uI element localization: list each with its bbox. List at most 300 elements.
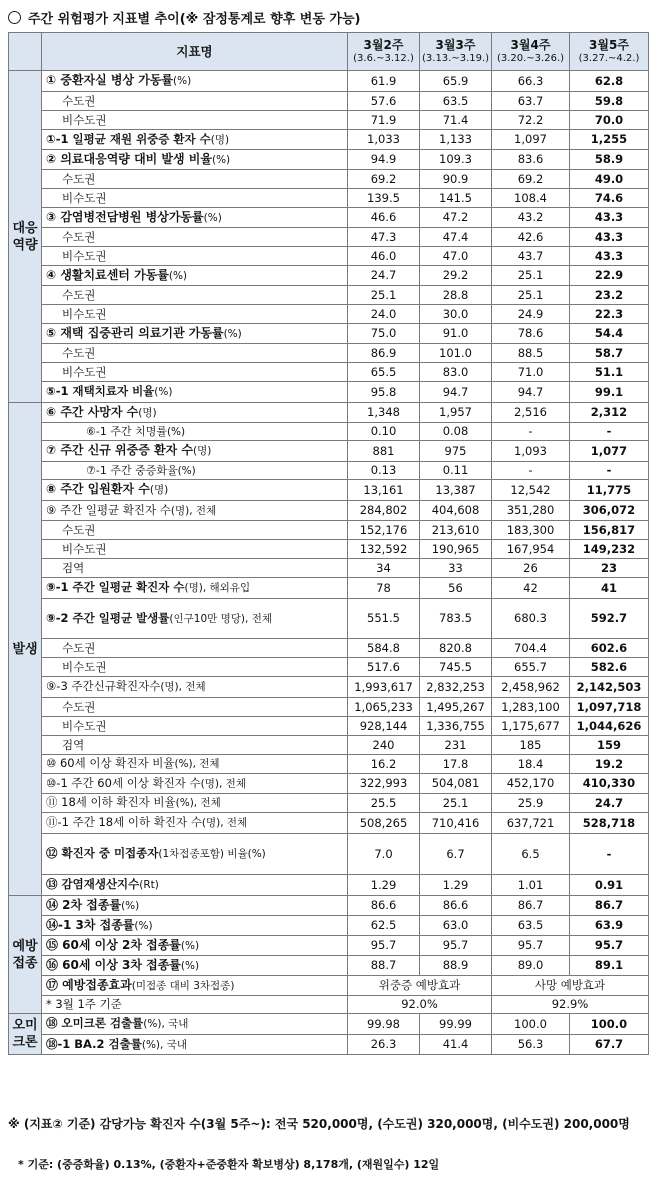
indicator-label: ⑨-3 주간신규확진자수 — [46, 679, 161, 693]
value-cell-week-4: 49.0 — [570, 170, 649, 189]
table-row — [9, 639, 649, 658]
value-cell-week-4: 149,232 — [570, 540, 649, 559]
table-row — [9, 774, 649, 794]
value-cell-week-1: 0.10 — [348, 423, 420, 441]
value-cell-week-2: 1,336,755 — [420, 717, 492, 736]
value-cell-week-3: 66.3 — [492, 71, 570, 92]
indicator-label: ⑪ 18세 이하 확진자 비율 — [46, 795, 176, 809]
value-cell-week-3: 2,458,962 — [492, 677, 570, 698]
table-row — [9, 130, 649, 150]
value-cell-week-2: 13,387 — [420, 480, 492, 501]
value-cell-week-2: 41.4 — [420, 1035, 492, 1055]
table-row — [9, 736, 649, 755]
value-cell-week-2: 90.9 — [420, 170, 492, 189]
value-cell-week-3: 2,516 — [492, 403, 570, 423]
indicator-name — [42, 150, 348, 170]
value-cell-week-4: 43.3 — [570, 247, 649, 266]
indicator-unit: (명) — [210, 133, 230, 146]
value-cell-week-1: 551.5 — [348, 599, 420, 639]
value-cell-week-3: 25.1 — [492, 266, 570, 286]
value-cell-week-2: 28.8 — [420, 286, 492, 305]
indicator-label: 검역 — [62, 560, 85, 575]
value-cell-week-1: 71.9 — [348, 111, 420, 130]
value-cell-week-3: 100.0 — [492, 1014, 570, 1035]
table-row — [9, 976, 649, 996]
value-cell-week-2: 2,832,253 — [420, 677, 492, 698]
value-cell-week-1: 928,144 — [348, 717, 420, 736]
value-cell-week-3: 69.2 — [492, 170, 570, 189]
value-cell-week-2: 99.99 — [420, 1014, 492, 1035]
title-text: 주간 위험평가 지표별 추이(※ 잠정통계로 향후 변동 가능) — [28, 12, 361, 27]
value-cell-week-4: 95.7 — [570, 936, 649, 956]
indicator-unit: (명), 전체 — [201, 817, 248, 829]
value-cell-week-4: 58.7 — [570, 344, 649, 363]
table-row — [9, 462, 649, 480]
value-cell-week-2: 213,610 — [420, 521, 492, 540]
value-cell-week-1: 62.5 — [348, 916, 420, 936]
value-cell-week-4: 528,718 — [570, 813, 649, 834]
table-row — [9, 501, 649, 521]
indicator-name — [42, 875, 348, 896]
value-cell-week-1: 75.0 — [348, 324, 420, 344]
indicator-label: ③ 감염병전담병원 병상가동률 — [46, 209, 204, 224]
value-cell-week-2: 71.4 — [420, 111, 492, 130]
week-label: 3월3주 — [435, 38, 476, 52]
value-cell-week-4: 23.2 — [570, 286, 649, 305]
value-cell-week-1: 132,592 — [348, 540, 420, 559]
value-cell-week-4: 1,077 — [570, 441, 649, 462]
value-cell-week-1: 25.5 — [348, 794, 420, 813]
indicator-name — [42, 578, 348, 599]
indicator-unit: (%) — [180, 939, 200, 952]
value-cell-week-4: 51.1 — [570, 363, 649, 382]
table-row — [9, 1035, 649, 1055]
indicator-name — [42, 755, 348, 774]
indicator-unit: (명), 전체 — [170, 504, 217, 517]
indicator-label: ⑦-1 주간 중증화율 — [86, 463, 178, 477]
value-cell-week-2: 47.4 — [420, 228, 492, 247]
indicator-unit: (인구10만 명당), 전체 — [169, 612, 272, 625]
value-cell-week-1: 584.8 — [348, 639, 420, 658]
value-cell-week-1: 517.6 — [348, 658, 420, 677]
value-cell-week-4: 62.8 — [570, 71, 649, 92]
table-row — [9, 92, 649, 111]
value-cell-week-4: 100.0 — [570, 1014, 649, 1035]
value-cell-week-4: 156,817 — [570, 521, 649, 540]
week-range: (3.6.~3.12.) — [353, 53, 414, 64]
value-cell-week-4: 306,072 — [570, 501, 649, 521]
table-row — [9, 578, 649, 599]
indicator-label: ⑩-1 주간 60세 이상 확진자 수 — [46, 775, 201, 790]
indicator-label: 수도권 — [62, 522, 96, 537]
value-cell-week-4: 67.7 — [570, 1035, 649, 1055]
table-row — [9, 794, 649, 813]
value-cell-week-4: 22.3 — [570, 305, 649, 324]
value-cell-week-1: 152,176 — [348, 521, 420, 540]
table-row — [9, 813, 649, 834]
value-cell-week-3: 25.1 — [492, 286, 570, 305]
table-row — [9, 956, 649, 976]
value-cell-week-3: 680.3 — [492, 599, 570, 639]
indicator-label: ⑩ 60세 이상 확진자 비율 — [46, 756, 175, 770]
header-week-3 — [492, 33, 570, 71]
indicator-unit: (미접종 대비 3차접종) — [131, 979, 235, 992]
value-cell-week-1: 1,033 — [348, 130, 420, 150]
table-row — [9, 559, 649, 578]
category-omicron: 오미크론 — [9, 1014, 42, 1055]
indicator-unit: (명), 해외유입 — [184, 582, 251, 594]
indicator-name — [42, 956, 348, 976]
table-row — [9, 344, 649, 363]
value-cell-week-3: 25.9 — [492, 794, 570, 813]
indicator-name — [42, 441, 348, 462]
table-row — [9, 111, 649, 130]
header-week-2 — [420, 33, 492, 71]
indicator-label: ⑮ 60세 이상 2차 접종률 — [46, 937, 181, 952]
value-cell-week-1: 284,802 — [348, 501, 420, 521]
value-cell-week-4: 86.7 — [570, 896, 649, 916]
value-cell-week-2: 83.0 — [420, 363, 492, 382]
value-cell-week-3: 72.2 — [492, 111, 570, 130]
value-cell-week-4: 2,312 — [570, 403, 649, 423]
value-cell-week-2: 0.08 — [420, 423, 492, 441]
indicator-name — [42, 936, 348, 956]
indicator-unit: (%) — [168, 269, 188, 282]
table-row — [9, 834, 649, 875]
value-cell-week-1: 24.0 — [348, 305, 420, 324]
value-cell-week-2: 0.11 — [420, 462, 492, 480]
indicator-label: 수도권 — [62, 699, 96, 714]
circle-bullet-icon — [8, 11, 21, 24]
value-cell-week-2: 231 — [420, 736, 492, 755]
table-row — [9, 936, 649, 956]
table-row — [9, 521, 649, 540]
value-cell-week-2: 47.2 — [420, 208, 492, 228]
indicator-label: 비수도권 — [62, 364, 107, 379]
value-cell-week-4: 41 — [570, 578, 649, 599]
value-cell-week-3: 42.6 — [492, 228, 570, 247]
indicator-name — [42, 228, 348, 247]
value-cell-week-3: 108.4 — [492, 189, 570, 208]
value-cell-week-3: 1.01 — [492, 875, 570, 896]
indicator-unit: (%) — [203, 211, 222, 224]
value-cell-week-2: 47.0 — [420, 247, 492, 266]
indicator-name — [42, 736, 348, 755]
indicator-name — [42, 305, 348, 324]
indicator-label: 수도권 — [62, 287, 96, 302]
value-cell-week-3: 63.7 — [492, 92, 570, 111]
value-cell-week-4: 410,330 — [570, 774, 649, 794]
value-cell-week-3: 167,954 — [492, 540, 570, 559]
value-cell-week-2: 88.9 — [420, 956, 492, 976]
value-cell-week-3: 6.5 — [492, 834, 570, 875]
value-cell-week-2: 710,416 — [420, 813, 492, 834]
value-cell-week-3: 86.7 — [492, 896, 570, 916]
table-row — [9, 677, 649, 698]
value-cell-week-4: 22.9 — [570, 266, 649, 286]
indicator-table — [8, 32, 649, 1055]
indicator-unit: (명), 전체 — [200, 777, 246, 790]
value-cell-week-3: 1,093 — [492, 441, 570, 462]
indicator-label: ⑪-1 주간 18세 이하 확진자 수 — [46, 815, 202, 829]
indicator-label: ⑨-2 주간 일평균 발생률 — [46, 610, 170, 625]
value-cell-week-1: 25.1 — [348, 286, 420, 305]
indicator-unit: (%) — [180, 959, 200, 972]
value-cell-week-1: 1,993,617 — [348, 677, 420, 698]
value-cell-week-1: 16.2 — [348, 755, 420, 774]
indicator-unit: (명) — [149, 484, 169, 496]
indicator-label: ⑤-1 재택치료자 비율 — [46, 384, 155, 398]
indicator-name — [42, 540, 348, 559]
value-cell-week-2: 33 — [420, 559, 492, 578]
value-cell-week-3: 83.6 — [492, 150, 570, 170]
value-cell-week-2: 975 — [420, 441, 492, 462]
value-cell-week-2: 95.7 — [420, 936, 492, 956]
value-cell-week-4: - — [570, 423, 649, 441]
value-cell-week-3: 704.4 — [492, 639, 570, 658]
value-cell-week-1: 65.5 — [348, 363, 420, 382]
value-cell-week-4: 24.7 — [570, 794, 649, 813]
value-cell-week-2: 29.2 — [420, 266, 492, 286]
value-cell-week-1: 508,265 — [348, 813, 420, 834]
value-cell-week-1: 47.3 — [348, 228, 420, 247]
indicator-name — [42, 189, 348, 208]
value-cell-week-4: - — [570, 462, 649, 480]
value-cell-week-2: 17.8 — [420, 755, 492, 774]
table-row — [9, 599, 649, 639]
merged-value-cell: 92.9% — [492, 996, 649, 1014]
week-range: (3.27.~4.2.) — [578, 53, 640, 64]
value-cell-week-3: 24.9 — [492, 305, 570, 324]
week-label: 3월2주 — [363, 38, 404, 52]
table-row — [9, 1014, 649, 1035]
value-cell-week-3: 1,175,677 — [492, 717, 570, 736]
indicator-label: ⑭ 2차 접종률 — [46, 897, 122, 912]
footnote-criteria: * 기준: (중증화율) 0.13%, (중환자+준중환자 확보병상) 8,178개, (재원일수) 12일 — [18, 1158, 440, 1171]
value-cell-week-2: 56 — [420, 578, 492, 599]
value-cell-week-2: 190,965 — [420, 540, 492, 559]
value-cell-week-3: 185 — [492, 736, 570, 755]
value-cell-week-2: 94.7 — [420, 382, 492, 403]
indicator-name — [42, 170, 348, 189]
indicator-name — [42, 521, 348, 540]
table-row — [9, 698, 649, 717]
indicator-label: ⑦ 주간 신규 위중증 환자 수 — [46, 443, 193, 457]
value-cell-week-3: 78.6 — [492, 324, 570, 344]
value-cell-week-2: 1,495,267 — [420, 698, 492, 717]
indicator-label: 비수도권 — [62, 659, 107, 674]
value-cell-week-4: 1,044,626 — [570, 717, 649, 736]
indicator-label: ⑥ 주간 사망자 수 — [46, 404, 139, 419]
indicator-label: 비수도권 — [62, 112, 107, 127]
value-cell-week-1: 26.3 — [348, 1035, 420, 1055]
table-row — [9, 363, 649, 382]
value-cell-week-3: 637,721 — [492, 813, 570, 834]
indicator-name — [42, 813, 348, 834]
value-cell-week-2: 109.3 — [420, 150, 492, 170]
value-cell-week-3: 18.4 — [492, 755, 570, 774]
merged-value-cell: 사망 예방효과 — [492, 976, 649, 996]
category-prevention: 예방접종 — [9, 896, 42, 1014]
indicator-label: 수도권 — [62, 640, 96, 655]
indicator-name — [42, 1035, 348, 1055]
indicator-name — [42, 501, 348, 521]
value-cell-week-4: 602.6 — [570, 639, 649, 658]
table-row — [9, 441, 649, 462]
section-title — [8, 8, 360, 27]
table-row — [9, 170, 649, 189]
indicator-unit: (1차접종포함) 비율(%) — [158, 848, 266, 860]
value-cell-week-1: 1,348 — [348, 403, 420, 423]
table-row — [9, 305, 649, 324]
value-cell-week-1: 86.6 — [348, 896, 420, 916]
value-cell-week-4: 99.1 — [570, 382, 649, 403]
table-row — [9, 423, 649, 441]
value-cell-week-2: 25.1 — [420, 794, 492, 813]
indicator-label: 수도권 — [62, 171, 96, 186]
value-cell-week-3: 42 — [492, 578, 570, 599]
indicator-unit: (명) — [192, 445, 212, 457]
value-cell-week-4: 2,142,503 — [570, 677, 649, 698]
value-cell-week-1: 95.7 — [348, 936, 420, 956]
table-row — [9, 247, 649, 266]
value-cell-week-4: 11,775 — [570, 480, 649, 501]
value-cell-week-3: 94.7 — [492, 382, 570, 403]
merged-value-cell: 92.0% — [348, 996, 492, 1014]
indicator-unit: (명), 전체 — [160, 681, 206, 693]
value-cell-week-4: 19.2 — [570, 755, 649, 774]
value-cell-week-3: 12,542 — [492, 480, 570, 501]
value-cell-week-3: 88.5 — [492, 344, 570, 363]
indicator-label: ⑤ 재택 집중관리 의료기관 가동률 — [46, 325, 224, 340]
value-cell-week-2: 65.9 — [420, 71, 492, 92]
week-range: (3.13.~3.19.) — [422, 53, 490, 64]
value-cell-week-1: 57.6 — [348, 92, 420, 111]
indicator-label: ④ 생활치료센터 가동률 — [46, 267, 169, 282]
indicator-label: ①-1 일평균 재원 위중증 환자 수 — [46, 131, 211, 146]
table-row — [9, 189, 649, 208]
indicator-unit: (%), 국내 — [143, 1018, 189, 1030]
header-corner — [9, 33, 42, 71]
value-cell-week-1: 0.13 — [348, 462, 420, 480]
value-cell-week-4: 1,255 — [570, 130, 649, 150]
table-row — [9, 208, 649, 228]
indicator-unit: (%), 전체 — [174, 758, 220, 770]
indicator-name — [42, 403, 348, 423]
footnote-capacity: ※ (지표② 기준) 감당가능 확진자 수(3월 5주~): 전국 520,000명, (수도권) 320,000명, (비수도권) 200,000명 — [8, 1117, 630, 1131]
value-cell-week-3: 63.5 — [492, 916, 570, 936]
value-cell-week-3: 71.0 — [492, 363, 570, 382]
value-cell-week-1: 1,065,233 — [348, 698, 420, 717]
indicator-name — [42, 677, 348, 698]
table-row — [9, 755, 649, 774]
indicator-label: ② 의료대응역량 대비 발생 비율 — [46, 151, 212, 166]
indicator-name — [42, 266, 348, 286]
table-row — [9, 916, 649, 936]
value-cell-week-1: 61.9 — [348, 71, 420, 92]
value-cell-week-3: 655.7 — [492, 658, 570, 677]
table-row — [9, 228, 649, 247]
indicator-name — [42, 658, 348, 677]
indicator-unit: (Rt) — [139, 879, 159, 891]
indicator-label: 수도권 — [62, 229, 96, 244]
indicator-unit: (명) — [138, 406, 157, 419]
table-row — [9, 717, 649, 736]
value-cell-week-4: 1,097,718 — [570, 698, 649, 717]
table-row — [9, 266, 649, 286]
value-cell-week-3: 95.7 — [492, 936, 570, 956]
indicator-name — [42, 247, 348, 266]
indicator-label: ⑨-1 주간 일평균 확진자 수 — [46, 580, 185, 594]
indicator-unit: (%) — [166, 425, 186, 438]
value-cell-week-1: 881 — [348, 441, 420, 462]
indicator-unit: (%), 국내 — [141, 1038, 187, 1051]
header-week-4 — [570, 33, 649, 71]
value-cell-week-3: - — [492, 423, 570, 441]
indicator-label: 비수도권 — [62, 190, 107, 205]
value-cell-week-1: 139.5 — [348, 189, 420, 208]
value-cell-week-2: 1.29 — [420, 875, 492, 896]
value-cell-week-3: 1,283,100 — [492, 698, 570, 717]
week-label: 3월4주 — [510, 38, 551, 52]
value-cell-week-3: 26 — [492, 559, 570, 578]
table-row — [9, 403, 649, 423]
indicator-unit: (%) — [121, 899, 140, 912]
indicator-label: ⑯ 60세 이상 3차 접종률 — [46, 957, 181, 972]
indicator-name — [42, 130, 348, 150]
value-cell-week-3: 43.7 — [492, 247, 570, 266]
indicator-name — [42, 286, 348, 305]
value-cell-week-4: 89.1 — [570, 956, 649, 976]
value-cell-week-1: 13,161 — [348, 480, 420, 501]
table-row — [9, 996, 649, 1014]
value-cell-week-1: 7.0 — [348, 834, 420, 875]
value-cell-week-1: 94.9 — [348, 150, 420, 170]
value-cell-week-4: 58.9 — [570, 150, 649, 170]
indicator-label: 비수도권 — [62, 718, 107, 733]
value-cell-week-2: 86.6 — [420, 896, 492, 916]
indicator-name — [42, 996, 348, 1014]
value-cell-week-4: 54.4 — [570, 324, 649, 344]
table-row — [9, 71, 649, 92]
value-cell-week-4: 0.91 — [570, 875, 649, 896]
value-cell-week-4: 70.0 — [570, 111, 649, 130]
value-cell-week-1: 322,993 — [348, 774, 420, 794]
header-week-1 — [348, 33, 420, 71]
indicator-name — [42, 916, 348, 936]
indicator-label: 수도권 — [62, 345, 96, 360]
value-cell-week-2: 745.5 — [420, 658, 492, 677]
indicator-name — [42, 208, 348, 228]
table-row — [9, 324, 649, 344]
table-row — [9, 658, 649, 677]
indicator-label: ⑱-1 BA.2 검출률 — [46, 1036, 142, 1051]
value-cell-week-4: 582.6 — [570, 658, 649, 677]
value-cell-week-3: 183,300 — [492, 521, 570, 540]
value-cell-week-2: 6.7 — [420, 834, 492, 875]
value-cell-week-1: 86.9 — [348, 344, 420, 363]
indicator-label: * 3월 1주 기준 — [46, 997, 122, 1011]
indicator-name — [42, 423, 348, 441]
table-row — [9, 382, 649, 403]
indicator-name — [42, 794, 348, 813]
indicator-name — [42, 92, 348, 111]
table-row — [9, 875, 649, 896]
value-cell-week-3: 89.0 — [492, 956, 570, 976]
indicator-label: ⑭-1 3차 접종률 — [46, 917, 135, 932]
header-indicator-name: 지표명 — [42, 33, 348, 71]
indicator-unit: (%) — [177, 464, 196, 477]
